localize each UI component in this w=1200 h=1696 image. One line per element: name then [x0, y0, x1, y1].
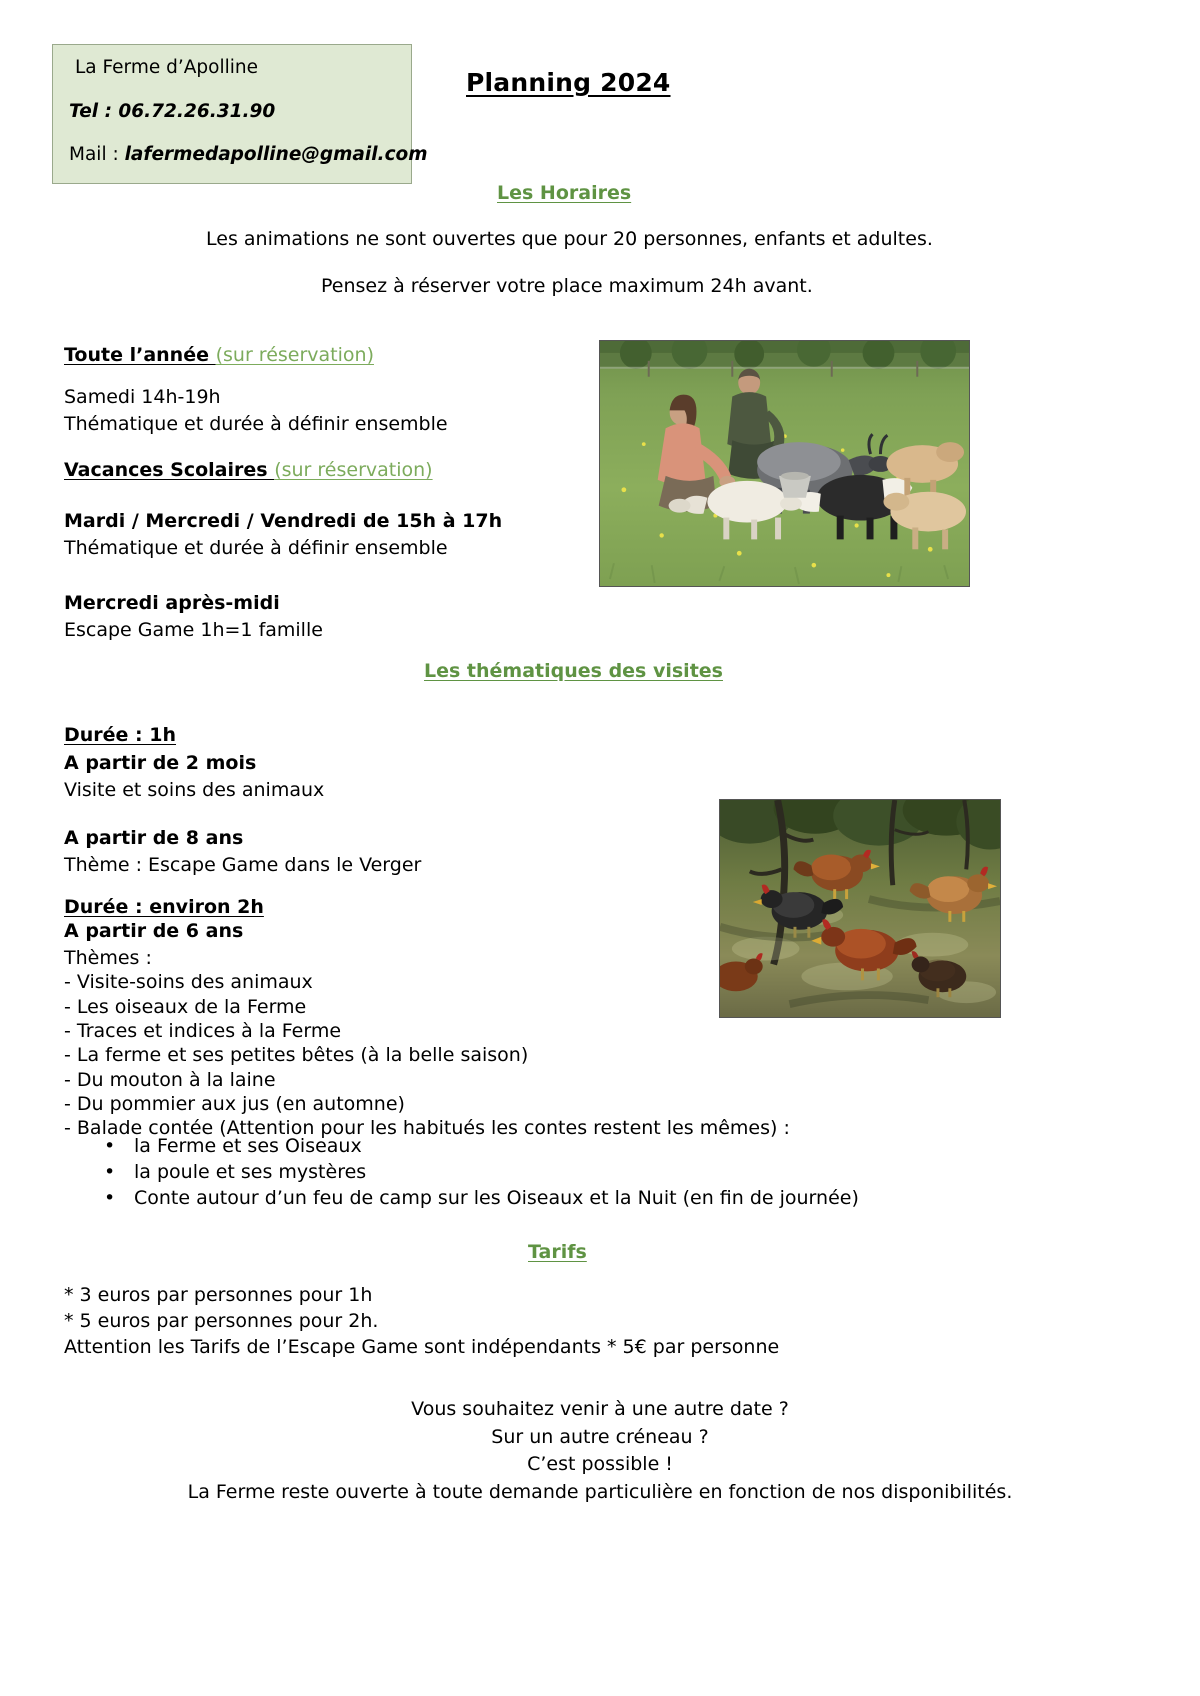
vacances-line-2: Thématique et durée à définir ensemble [64, 536, 448, 559]
tarifs-body [64, 1282, 779, 1360]
list-item [64, 1159, 859, 1185]
section-heading-tarifs: Tarifs [528, 1241, 587, 1263]
photo-goats [599, 340, 970, 587]
duree-1h-label [64, 724, 176, 746]
age-8-theme: Thème : Escape Game dans le Verger [64, 853, 422, 876]
footer-block [0, 1396, 1200, 1506]
goats-illustration [600, 341, 969, 586]
bullet-icon: • [104, 1187, 116, 1210]
toute-annee-body [64, 384, 448, 438]
tarif-line-1: * 3 euros par personnes pour 1h [64, 1284, 373, 1306]
feed-bucket [779, 472, 811, 498]
intro-line-1: Les animations ne sont ouvertes que pour 20 personnes, enfants et adultes. [206, 228, 933, 250]
duree-1h-theme: Visite et soins des animaux [64, 778, 325, 801]
footer-line-1: Vous souhaitez venir à une autre date ? [411, 1398, 789, 1420]
vacances-line-1: Mardi / Mercredi / Vendredi de 15h à 17h [64, 510, 503, 532]
theme-item: - Visite-soins des animaux [64, 971, 313, 994]
tarif-line-3: Attention les Tarifs de l’Escape Game sont indépendants * 5€ par personne [64, 1336, 780, 1359]
list-item [64, 1185, 859, 1211]
age-8-block [64, 825, 421, 879]
tarif-line-2: * 5 euros par personnes pour 2h. [64, 1310, 379, 1333]
page-title: Planning 2024 [466, 68, 671, 97]
mercredi-line-1: Escape Game 1h=1 famille [64, 618, 323, 641]
photo-chickens [719, 799, 1001, 1018]
age-8-label: A partir de 8 ans [64, 827, 244, 849]
bullet-icon: • [104, 1161, 116, 1184]
mercredi-block [64, 590, 323, 644]
mail-value: lafermedapolline@gmail.com [124, 144, 428, 165]
list-item-label: la poule et ses mystères [134, 1161, 367, 1184]
section-heading-horaires: Les Horaires [497, 182, 632, 204]
footer-line-3: C’est possible ! [527, 1453, 673, 1476]
phone-label: Tel : [69, 100, 119, 122]
toute-annee-line-2: Thématique et durée à définir ensemble [64, 412, 448, 435]
phone-line [69, 100, 395, 122]
farm-name: La Ferme d’Apolline [75, 57, 258, 78]
duree-1h-text: Durée : 1h [64, 724, 177, 746]
chickens-illustration [720, 800, 1000, 1017]
theme-item: - Les oiseaux de la Ferme [64, 995, 307, 1018]
toute-annee-line-1: Samedi 14h-19h [64, 386, 221, 408]
duree-1h-age: A partir de 2 mois [64, 752, 257, 774]
theme-item: - Du mouton à la laine [64, 1068, 276, 1091]
theme-item: - Traces et indices à la Ferme [64, 1019, 342, 1042]
theme-item: - Du pommier aux jus (en automne) [64, 1092, 405, 1115]
vacances-scolaires-body [64, 508, 502, 562]
intro-line-2: Pensez à réserver votre place maximum 24h avant. [321, 275, 813, 297]
list-item [64, 1133, 859, 1159]
theme-item: - Balade contée (Attention pour les habitués les contes restent les mêmes) : [64, 1117, 790, 1140]
theme-item: - La ferme et ses petites bêtes (à la belle saison) [64, 1044, 529, 1067]
mail-line [69, 144, 428, 165]
themes-list [64, 946, 790, 1141]
section-heading-thematiques: Les thématiques des visites [424, 660, 723, 682]
mercredi-label: Mercredi après-midi [64, 592, 280, 614]
toute-annee-heading [64, 344, 374, 366]
list-item-label: Conte autour d’un feu de camp sur les Oiseaux et la Nuit (en fin de journée) [134, 1187, 859, 1210]
contact-info-box [52, 44, 428, 184]
mail-label: Mail : [69, 144, 125, 165]
duree-1h-body [64, 750, 324, 804]
footer-line-2: Sur un autre créneau ? [491, 1425, 709, 1448]
phone-value: 06.72.26.31.90 [118, 100, 276, 122]
toute-annee-label: Toute l’année [64, 344, 216, 366]
vacances-note: (sur réservation) [274, 459, 433, 481]
duree-2h-label: Durée : environ 2h [64, 896, 264, 918]
duree-2h-age: A partir de 6 ans [64, 920, 244, 942]
vacances-scolaires-heading [64, 459, 433, 481]
bullet-icon: • [104, 1135, 116, 1157]
duree-2h-block [64, 896, 264, 945]
vacances-label: Vacances Scolaires [64, 459, 275, 481]
footer-line-4: La Ferme reste ouverte à toute demande particulière en fonction de nos disponibilités. [187, 1480, 1013, 1503]
themes-label: Thèmes : [64, 947, 152, 969]
balade-contee-bullets [64, 1133, 859, 1211]
list-item-label: la Ferme et ses Oiseaux [134, 1135, 362, 1157]
toute-annee-note: (sur réservation) [215, 344, 374, 366]
